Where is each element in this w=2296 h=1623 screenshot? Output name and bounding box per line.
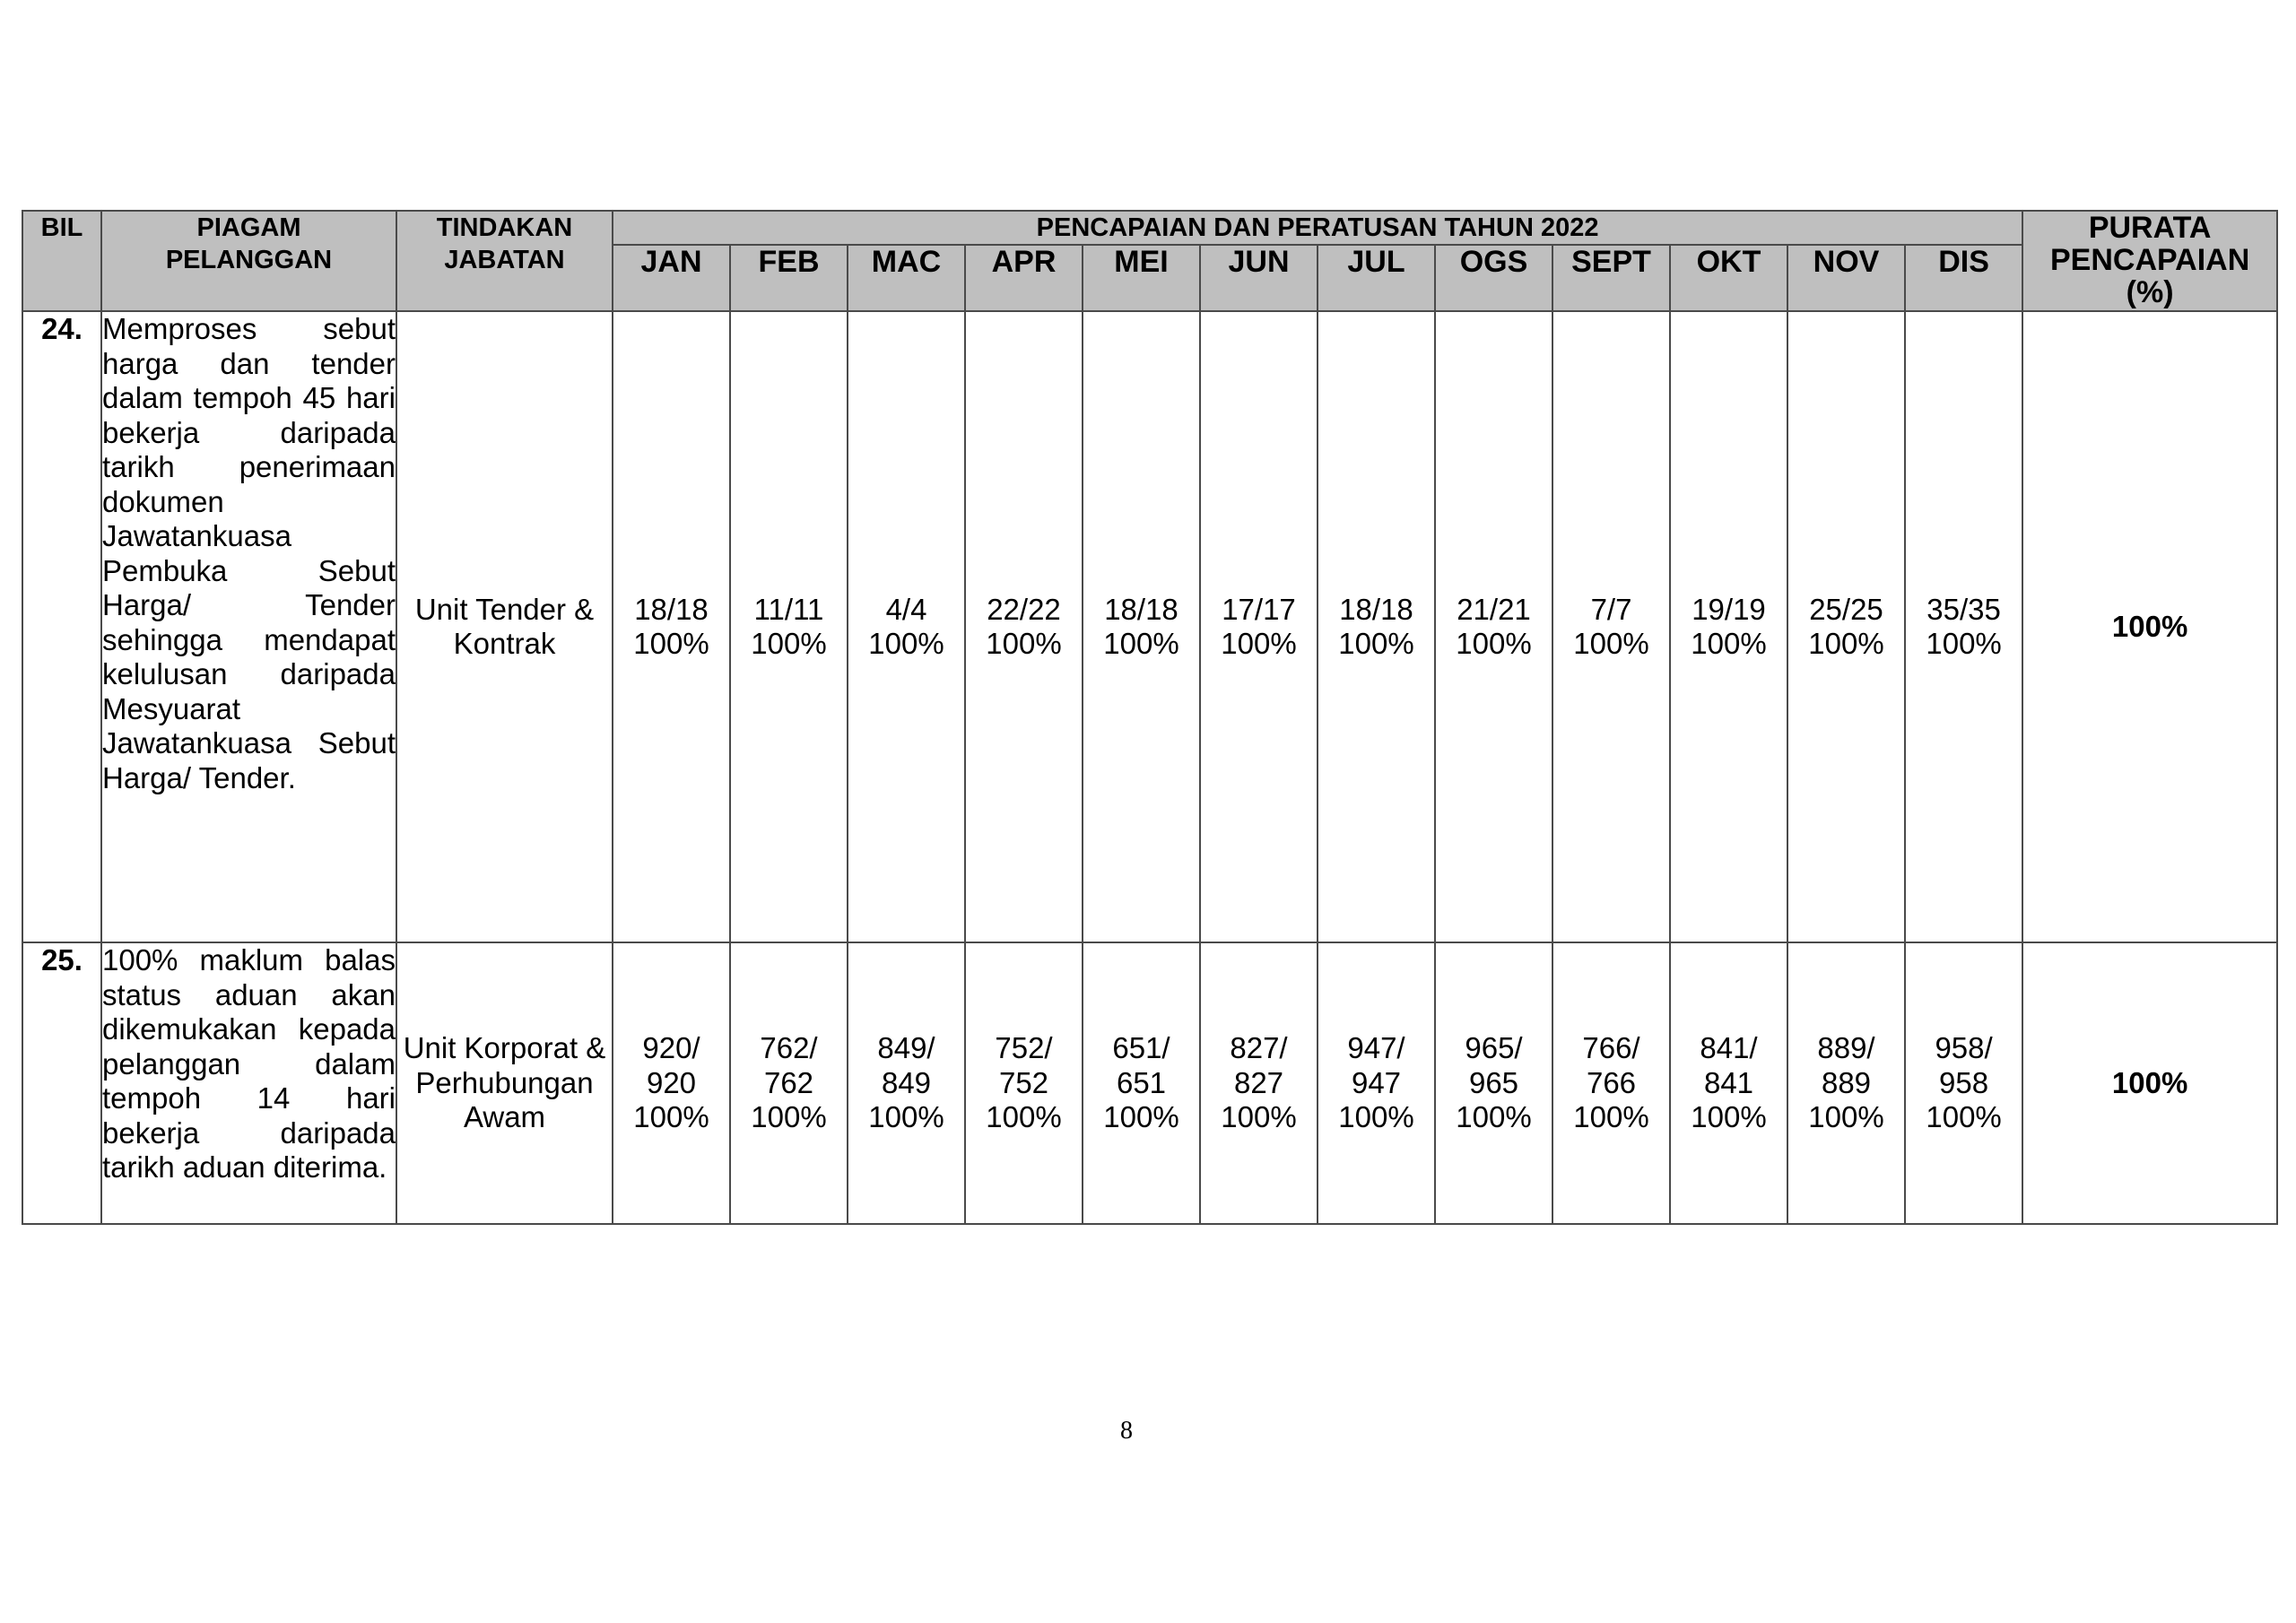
month-cell xyxy=(965,942,1083,1224)
header-month: NOV xyxy=(1787,245,1905,311)
month-percent: 100% xyxy=(633,627,709,660)
header-piagam-pelanggan: PIAGAM PELANGGAN xyxy=(101,211,396,311)
month-percent: 100% xyxy=(1573,1100,1649,1134)
month-percent: 100% xyxy=(1338,1100,1414,1134)
header-month: MEI xyxy=(1083,245,1200,311)
month-ratio: 4/4 xyxy=(885,592,927,626)
month-numerator: 752/ xyxy=(995,1031,1053,1065)
header-pencapaian: PENCAPAIAN DAN PERATUSAN TAHUN 2022 xyxy=(613,211,2022,245)
header-tindakan-jabatan: TINDAKAN JABATAN xyxy=(396,211,613,311)
month-cell xyxy=(1670,942,1787,1224)
month-cell xyxy=(1435,311,1552,942)
month-ratio: 25/25 xyxy=(1809,592,1883,626)
month-cell xyxy=(730,942,848,1224)
month-ratio: 11/11 xyxy=(753,592,824,626)
month-denominator: 849 xyxy=(881,1065,932,1099)
month-denominator: 762 xyxy=(763,1065,814,1099)
month-numerator: 766/ xyxy=(1582,1031,1640,1065)
month-percent: 100% xyxy=(868,1100,944,1134)
month-cell xyxy=(1200,311,1318,942)
month-percent: 100% xyxy=(1573,627,1649,660)
month-cell xyxy=(613,942,730,1224)
month-percent: 100% xyxy=(1338,627,1414,660)
month-percent: 100% xyxy=(751,1100,827,1134)
month-cell xyxy=(848,311,965,942)
month-denominator: 841 xyxy=(1703,1065,1754,1099)
purata-pencapaian: 100% xyxy=(2022,311,2277,942)
month-ratio: 19/19 xyxy=(1692,592,1766,626)
header-month: JUN xyxy=(1200,245,1318,311)
month-percent: 100% xyxy=(1691,627,1767,660)
row-number: 25. xyxy=(22,942,101,1224)
month-numerator: 947/ xyxy=(1347,1031,1405,1065)
header-month: OGS xyxy=(1435,245,1552,311)
table-row xyxy=(22,942,2277,1224)
month-percent: 100% xyxy=(1103,627,1179,660)
month-percent: 100% xyxy=(1691,1100,1767,1134)
month-percent: 100% xyxy=(986,627,1062,660)
month-percent: 100% xyxy=(1456,1100,1532,1134)
page-number: 8 xyxy=(1120,1417,1133,1445)
month-cell xyxy=(1083,311,1200,942)
month-percent: 100% xyxy=(1221,1100,1297,1134)
table-header xyxy=(22,211,2277,311)
month-percent: 100% xyxy=(1456,627,1532,660)
month-denominator: 766 xyxy=(1586,1065,1637,1099)
month-cell xyxy=(1670,311,1787,942)
month-cell xyxy=(1905,311,2022,942)
month-ratio: 22/22 xyxy=(987,592,1061,626)
month-denominator: 958 xyxy=(1939,1065,1989,1099)
month-denominator: 651 xyxy=(1116,1065,1167,1099)
month-percent: 100% xyxy=(751,627,827,660)
month-ratio: 35/35 xyxy=(1926,592,2001,626)
purata-pencapaian: 100% xyxy=(2022,942,2277,1224)
table-row xyxy=(22,311,2277,942)
month-percent: 100% xyxy=(986,1100,1062,1134)
month-cell xyxy=(1787,942,1905,1224)
month-percent: 100% xyxy=(868,627,944,660)
piagam-text: Memproses sebut harga dan tender dalam tempoh 45 hari bekerja daripada tarikh penerimaan dokumen Jawatankuasa Pembuka Sebut Harga/ Tender sehingga mendapat kelulusan daripada Mesyuarat Jawatankuasa Sebut Harga/ Tender. xyxy=(101,311,396,942)
month-percent: 100% xyxy=(1103,1100,1179,1134)
month-cell xyxy=(1787,311,1905,942)
month-ratio: 17/17 xyxy=(1222,592,1296,626)
month-ratio: 7/7 xyxy=(1590,592,1632,626)
month-cell xyxy=(1318,311,1435,942)
month-cell xyxy=(1435,942,1552,1224)
month-denominator: 965 xyxy=(1468,1065,1519,1099)
month-numerator: 958/ xyxy=(1935,1031,1993,1065)
month-cell xyxy=(1083,942,1200,1224)
month-numerator: 889/ xyxy=(1817,1031,1875,1065)
month-cell xyxy=(1552,942,1670,1224)
header-month: DIS xyxy=(1905,245,2022,311)
header-month: SEPT xyxy=(1552,245,1670,311)
month-numerator: 841/ xyxy=(1700,1031,1758,1065)
month-cell xyxy=(1318,942,1435,1224)
month-denominator: 752 xyxy=(998,1065,1049,1099)
piagam-text: 100% maklum balas status aduan akan dikemukakan kepada pelanggan dalam tempoh 14 hari bekerja daripada tarikh aduan diterima. xyxy=(101,942,396,1224)
month-percent: 100% xyxy=(633,1100,709,1134)
header-month: MAC xyxy=(848,245,965,311)
month-ratio: 18/18 xyxy=(1104,592,1178,626)
month-denominator: 827 xyxy=(1233,1065,1284,1099)
header-month: OKT xyxy=(1670,245,1787,311)
month-cell xyxy=(1552,311,1670,942)
month-percent: 100% xyxy=(1808,627,1884,660)
month-percent: 100% xyxy=(1926,1100,2002,1134)
month-numerator: 920/ xyxy=(642,1031,700,1065)
month-cell xyxy=(730,311,848,942)
header-month: APR xyxy=(965,245,1083,311)
month-percent: 100% xyxy=(1926,627,2002,660)
header-bil: BIL xyxy=(22,211,101,311)
month-cell xyxy=(613,311,730,942)
month-denominator: 920 xyxy=(646,1065,697,1099)
month-ratio: 18/18 xyxy=(1339,592,1413,626)
month-ratio: 18/18 xyxy=(634,592,709,626)
pencapaian-table xyxy=(22,210,2278,1225)
tindakan-jabatan: Unit Korporat & Perhubungan Awam xyxy=(396,942,613,1224)
header-purata-pencapaian: PURATA PENCAPAIAN (%) xyxy=(2022,211,2277,311)
month-cell xyxy=(1200,942,1318,1224)
month-denominator: 889 xyxy=(1821,1065,1872,1099)
month-cell xyxy=(848,942,965,1224)
month-cell xyxy=(1905,942,2022,1224)
month-denominator: 947 xyxy=(1351,1065,1402,1099)
month-ratio: 21/21 xyxy=(1457,592,1531,626)
row-number: 24. xyxy=(22,311,101,942)
month-numerator: 651/ xyxy=(1112,1031,1170,1065)
month-numerator: 827/ xyxy=(1230,1031,1288,1065)
month-numerator: 762/ xyxy=(760,1031,818,1065)
month-percent: 100% xyxy=(1808,1100,1884,1134)
header-month: JAN xyxy=(613,245,730,311)
month-numerator: 849/ xyxy=(877,1031,935,1065)
month-cell xyxy=(965,311,1083,942)
header-month: FEB xyxy=(730,245,848,311)
header-month: JUL xyxy=(1318,245,1435,311)
tindakan-jabatan: Unit Tender & Kontrak xyxy=(396,311,613,942)
month-numerator: 965/ xyxy=(1465,1031,1523,1065)
month-percent: 100% xyxy=(1221,627,1297,660)
